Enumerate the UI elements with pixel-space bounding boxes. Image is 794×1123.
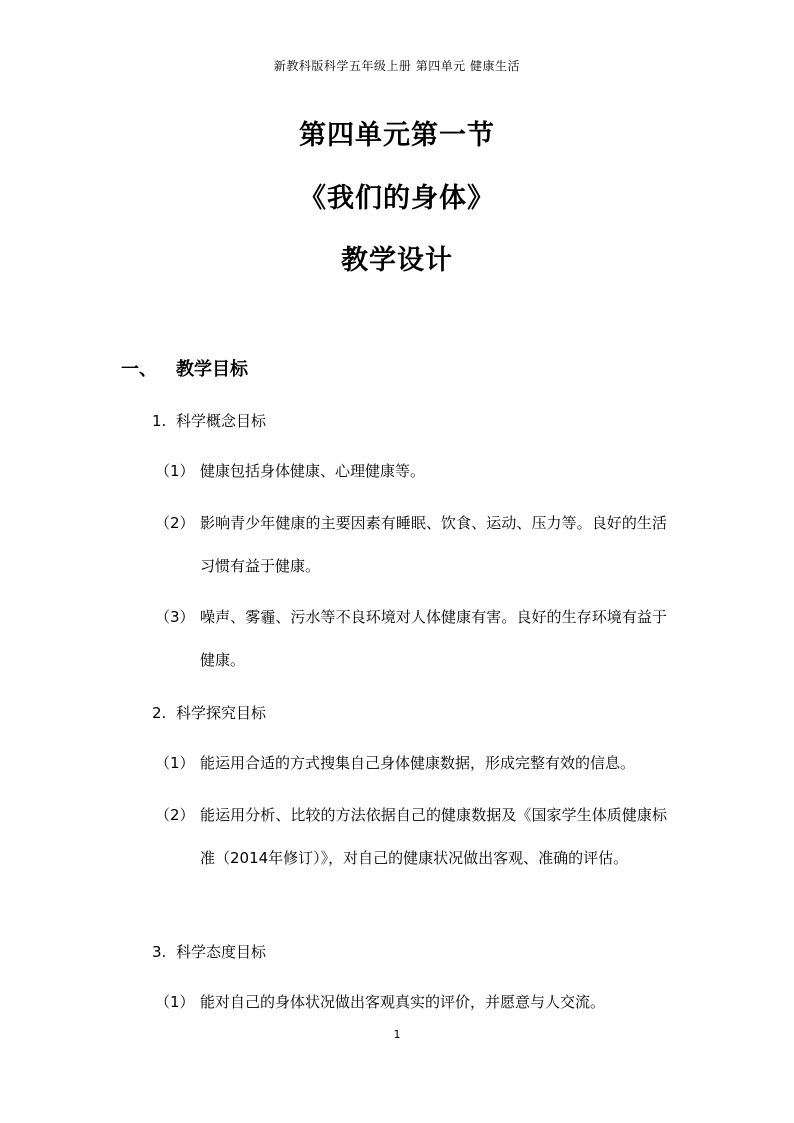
item-marker: （3） [155,608,195,626]
subsection-number: 2. [152,704,167,722]
document-title-line-2: 《我们的身体》 [299,183,495,214]
subsection-title: 科学概念目标 [176,412,267,430]
section-number: 一、 [121,359,157,380]
section-title: 教学目标 [176,359,248,380]
list-item [155,981,667,1024]
subsection-title: 科学探究目标 [176,704,267,722]
subsection-number: 1. [152,412,167,430]
item-marker: （1） [155,993,195,1011]
subsection-number: 3. [152,943,167,961]
item-marker: （1） [155,462,195,480]
subsection-heading-attitude [152,941,266,962]
item-text: 健康包括身体健康、心理健康等。 [200,462,426,480]
item-text: 能运用合适的方式搜集自己身体健康数据，形成完整有效的信息。 [200,754,636,772]
section-heading-objectives [121,355,248,381]
list-item [155,794,667,880]
item-text: 能对自己的身体状况做出客观真实的评价，并愿意与人交流。 [200,993,606,1011]
list-item [155,502,667,588]
item-text: 能运用分析、比较的方法依据自己的健康数据及《国家学生体质健康标准（2014年修订）》，对自己的健康状况做出客观、准确的评估。 [200,806,667,867]
item-text: 影响青少年健康的主要因素有睡眠、饮食、运动、压力等。良好的生活习惯有益于健康。 [200,514,667,575]
running-header: 新教科版科学五年级上册 第四单元 健康生活 [273,59,521,73]
list-item [155,450,667,493]
page-number: 1 [393,1028,401,1041]
list-item [155,596,667,682]
subsection-heading-concept [152,410,266,431]
document-title-line-1: 第四单元第一节 [299,120,495,151]
subsection-title: 科学态度目标 [176,943,267,961]
item-text: 噪声、雾霾、污水等不良环境对人体健康有害。良好的生存环境有益于健康。 [200,608,667,669]
subsection-heading-inquiry [152,702,266,723]
item-marker: （2） [155,806,195,824]
list-item [155,742,667,785]
item-marker: （1） [155,754,195,772]
document-title-line-3: 教学设计 [341,245,453,276]
item-marker: （2） [155,514,195,532]
